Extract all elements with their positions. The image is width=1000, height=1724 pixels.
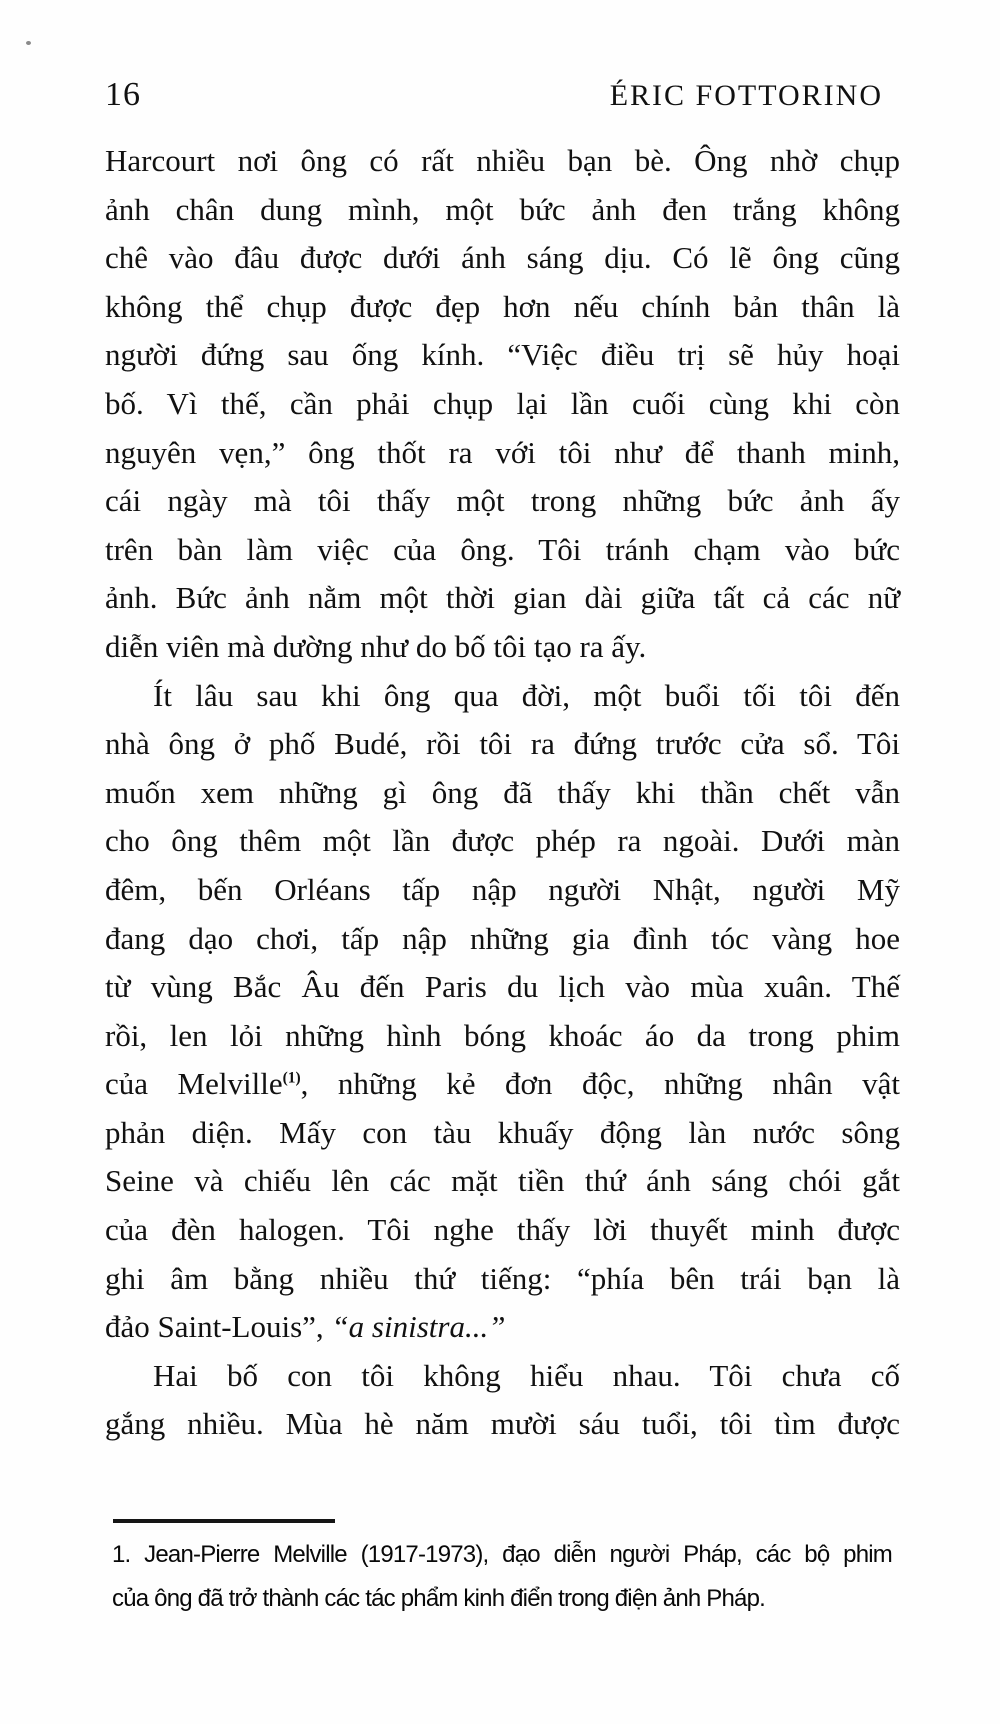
footnote-rule (113, 1519, 335, 1523)
text-run: nguyên vẹn,” ông thốt ra với tôi như để thanh minh, (105, 434, 900, 470)
body-line (105, 477, 900, 526)
running-title: ÉRIC FOTTORINO (609, 79, 883, 112)
text-run: Ít lâu sau khi ông qua đời, một buổi tối tôi đến (153, 677, 900, 713)
italic-phrase: “a sinistra...” (331, 1309, 506, 1345)
text-run: đang dạo chơi, tấp nập những gia đình tóc vàng hoe (105, 920, 900, 956)
body-line (105, 1109, 900, 1158)
body-line (105, 234, 900, 283)
body-line (105, 963, 900, 1012)
text-run: cho ông thêm một lần được phép ra ngoài. Dưới màn (105, 823, 900, 859)
text-run: đảo Saint-Louis”, (105, 1309, 332, 1345)
body-line (105, 1012, 900, 1061)
body-line (105, 817, 900, 866)
body-line (105, 866, 900, 915)
body-line (105, 574, 900, 623)
text-run: không thể chụp được đẹp hơn nếu chính bản thân là (105, 288, 900, 324)
body-line (105, 1352, 900, 1401)
text-run: bố. Vì thế, cần phải chụp lại lần cuối cùng khi còn (105, 385, 900, 421)
text-run: trên bàn làm việc của ông. Tôi tránh chạm vào bức (105, 531, 900, 567)
text-run: của đèn halogen. Tôi nghe thấy lời thuyết minh được (105, 1212, 900, 1248)
text-run: ảnh chân dung mình, một bức ảnh đen trắng không (105, 191, 900, 227)
footnote-line: 1. Jean-Pierre Melville (1917-1973), đạo diễn người Pháp, các bộ phim (112, 1541, 892, 1568)
body-text (105, 137, 900, 1449)
text-run: phản diện. Mấy con tàu khuấy động làn nước sông (105, 1114, 900, 1150)
page-number: 16 (105, 76, 141, 113)
text-run: diễn viên mà dường như do bố tôi tạo ra ấy. (105, 628, 647, 664)
body-line (105, 720, 900, 769)
body-line (105, 331, 900, 380)
scan-speck (26, 41, 31, 45)
body-line (105, 429, 900, 478)
text-run: người đứng sau ống kính. “Việc điều trị sẽ hủy hoại (105, 337, 900, 373)
text-run: Seine và chiếu lên các mặt tiền thứ ánh sáng chói gắt (105, 1163, 900, 1199)
body-line (105, 1157, 900, 1206)
text-run: ảnh. Bức ảnh nằm một thời gian dài giữa tất cả các nữ (105, 580, 900, 616)
page-header (105, 76, 883, 114)
text-run: của Melville (105, 1066, 283, 1102)
body-line (105, 186, 900, 235)
text-run: cái ngày mà tôi thấy một trong những bức ảnh ấy (105, 483, 900, 519)
footnote-line: của ông đã trở thành các tác phẩm kinh điển trong điện ảnh Pháp. (112, 1585, 766, 1612)
body-line (105, 623, 900, 672)
body-line (105, 283, 900, 332)
body-line (105, 1255, 900, 1304)
text-run: gắng nhiều. Mùa hè năm mười sáu tuổi, tôi tìm được (105, 1406, 900, 1442)
body-line (105, 915, 900, 964)
text-run: muốn xem những gì ông đã thấy khi thần chết vẫn (105, 774, 900, 810)
text-run: chê vào đâu được dưới ánh sáng dịu. Có lẽ ông cũng (105, 240, 900, 276)
text-run: Hai bố con tôi không hiểu nhau. Tôi chưa cố (153, 1357, 900, 1393)
body-line (105, 1206, 900, 1255)
text-run: Harcourt nơi ông có rất nhiều bạn bè. Ông nhờ chụp (105, 143, 900, 178)
footnote-marker: (1) (282, 1069, 301, 1087)
text-run: từ vùng Bắc Âu đến Paris du lịch vào mùa xuân. Thế (105, 969, 900, 1005)
text-run: đêm, bến Orléans tấp nập người Nhật, người Mỹ (105, 871, 900, 907)
footnote (112, 1533, 892, 1621)
text-run: rồi, len lỏi những hình bóng khoác áo da trong phim (105, 1017, 900, 1053)
body-line (105, 526, 900, 575)
body-line (105, 380, 900, 429)
body-line (105, 769, 900, 818)
body-line (105, 672, 900, 721)
text-run: , những kẻ đơn độc, những nhân vật (300, 1066, 900, 1102)
body-line (105, 137, 900, 186)
body-line (105, 1400, 900, 1449)
body-line (105, 1060, 900, 1109)
text-run: ghi âm bằng nhiều thứ tiếng: “phía bên trái bạn là (105, 1260, 900, 1296)
body-line (105, 1303, 900, 1352)
text-run: nhà ông ở phố Budé, rồi tôi ra đứng trước cửa sổ. Tôi (105, 726, 900, 762)
